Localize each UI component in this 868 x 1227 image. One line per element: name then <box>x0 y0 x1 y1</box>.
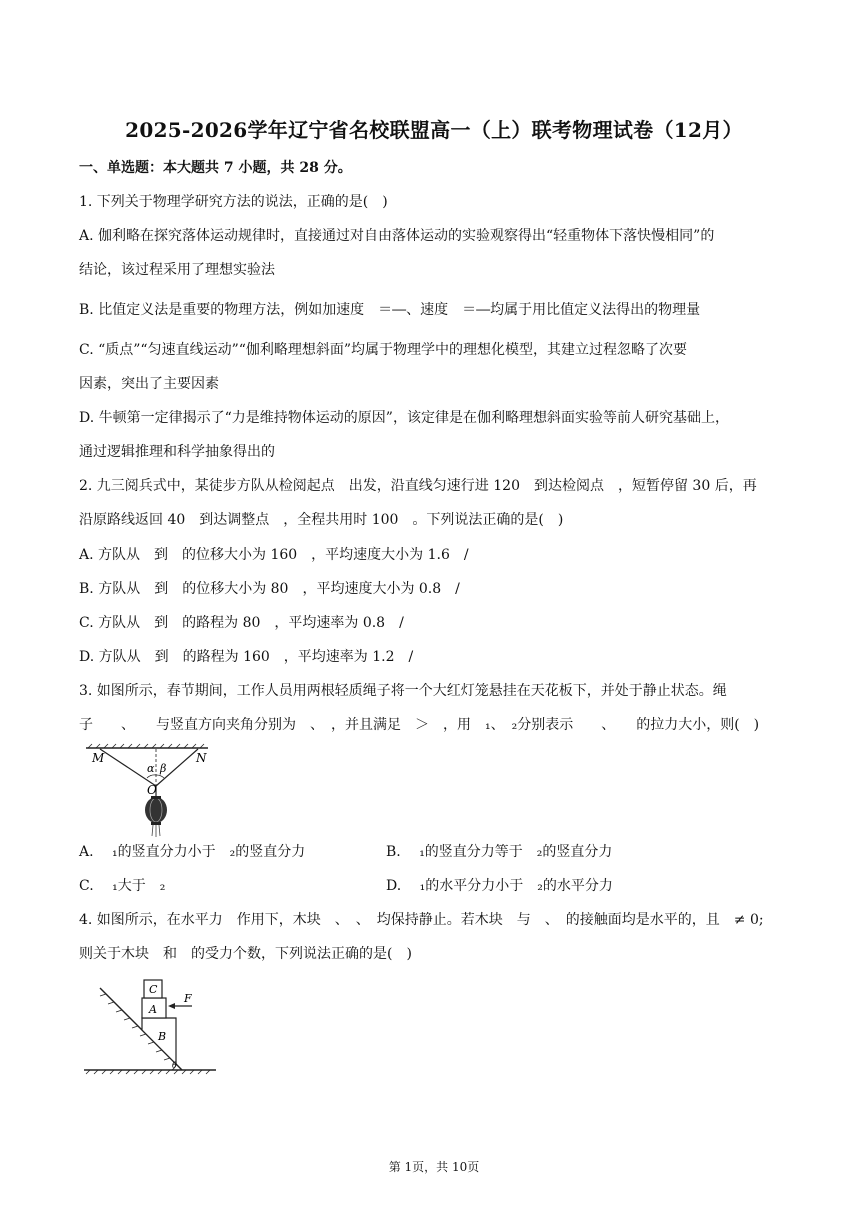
q3-stem-line1: 3. 如图所示，春节期间，工作人员用两根轻质绳子将一个大红灯笼悬挂在天花板下，并处于静止状态。绳 <box>79 683 727 699</box>
label-n: N <box>196 751 207 765</box>
lantern-figure <box>84 742 212 838</box>
q1-option-d-line2: 通过逻辑推理和科学抽象得出的 <box>79 444 275 460</box>
blocks-figure <box>80 978 220 1078</box>
q1-stem: 1. 下列关于物理学研究方法的说法，正确的是( ) <box>79 194 388 210</box>
page-footer: 第 1页，共 10页 <box>388 1160 480 1174</box>
q3-option-a: A. ₁的竖直分力小于 ₂的竖直分力 <box>79 844 306 860</box>
label-o: O <box>147 783 157 797</box>
q2-option-d: D. 方队从 到 的路程为 160 ，平均速率为 1.2 / <box>79 649 414 665</box>
q1-option-c-line2: 因素，突出了主要因素 <box>79 376 219 392</box>
q2-option-a: A. 方队从 到 的位移大小为 160 ，平均速度大小为 1.6 / <box>79 547 469 563</box>
label-m: M <box>92 751 105 765</box>
label-theta: θ <box>172 1061 177 1070</box>
q1-option-a-line2: 结论，该过程采用了理想实验法 <box>79 262 275 278</box>
q3-stem-line2: 子 、 与竖直方向夹角分别为 、 ，并且满足 ＞ ，用 ₁、 ₂分别表示 、 的拉力大小，则( ) <box>79 717 760 733</box>
q1-option-c-line1: C. “质点”“匀速直线运动”“伽利略理想斜面”均属于物理学中的理想化模型，其建立过程忽略了次要 <box>79 342 688 358</box>
q1-option-d-line1: D. 牛顿第一定律揭示了“力是维持物体运动的原因”，该定律是在伽利略理想斜面实验等前人研究基础上， <box>79 410 729 426</box>
label-beta: β <box>160 762 167 775</box>
section-heading: 一、单选题：本大题共 7 小题，共 28 分。 <box>79 160 352 176</box>
page-title: 2025-2026学年辽宁省名校联盟高一（上）联考物理试卷（12月） <box>125 118 743 142</box>
q3-option-b: B. ₁的竖直分力等于 ₂的竖直分力 <box>386 844 613 860</box>
label-f: F <box>184 992 192 1005</box>
label-alpha: α <box>147 762 155 775</box>
q2-option-c: C. 方队从 到 的路程为 80 ，平均速率为 0.8 / <box>79 615 404 631</box>
q3-option-c: C. ₁大于 ₂ <box>79 878 166 894</box>
lantern <box>145 797 167 823</box>
q1-option-a-line1: A. 伽利略在探究落体运动规律时，直接通过对自由落体运动的实验观察得出“轻重物体下落快慢相同”的 <box>79 228 715 244</box>
q2-stem-line2: 沿原路线返回 40 到达调整点 ，全程共用时 100 。下列说法正确的是( ) <box>79 512 564 528</box>
q4-stem-line2: 则关于木块 和 的受力个数，下列说法正确的是( ) <box>79 946 412 962</box>
label-a: A <box>149 1003 157 1016</box>
label-b: B <box>158 1030 167 1043</box>
q2-stem-line1: 2. 九三阅兵式中，某徒步方队从检阅起点 出发，沿直线匀速行进 120 到达检阅点 ，短暂停留 30 后，再 <box>79 478 757 494</box>
q2-option-b: B. 方队从 到 的位移大小为 80 ，平均速度大小为 0.8 / <box>79 581 460 597</box>
q4-stem-line1: 4. 如图所示，在水平力 作用下，木块 、 、 均保持静止。若木块 与 、 的接触面均是水平的，且 ≠ 0; <box>79 912 764 928</box>
q3-option-d: D. ₁的水平分力小于 ₂的水平分力 <box>386 878 613 894</box>
label-c: C <box>149 983 158 996</box>
q1-option-b: B. 比值定义法是重要的物理方法，例如加速度 ＝―、速度 ＝―均属于用比值定义法得出的物理量 <box>79 302 701 318</box>
ceiling-hatch <box>86 744 208 748</box>
